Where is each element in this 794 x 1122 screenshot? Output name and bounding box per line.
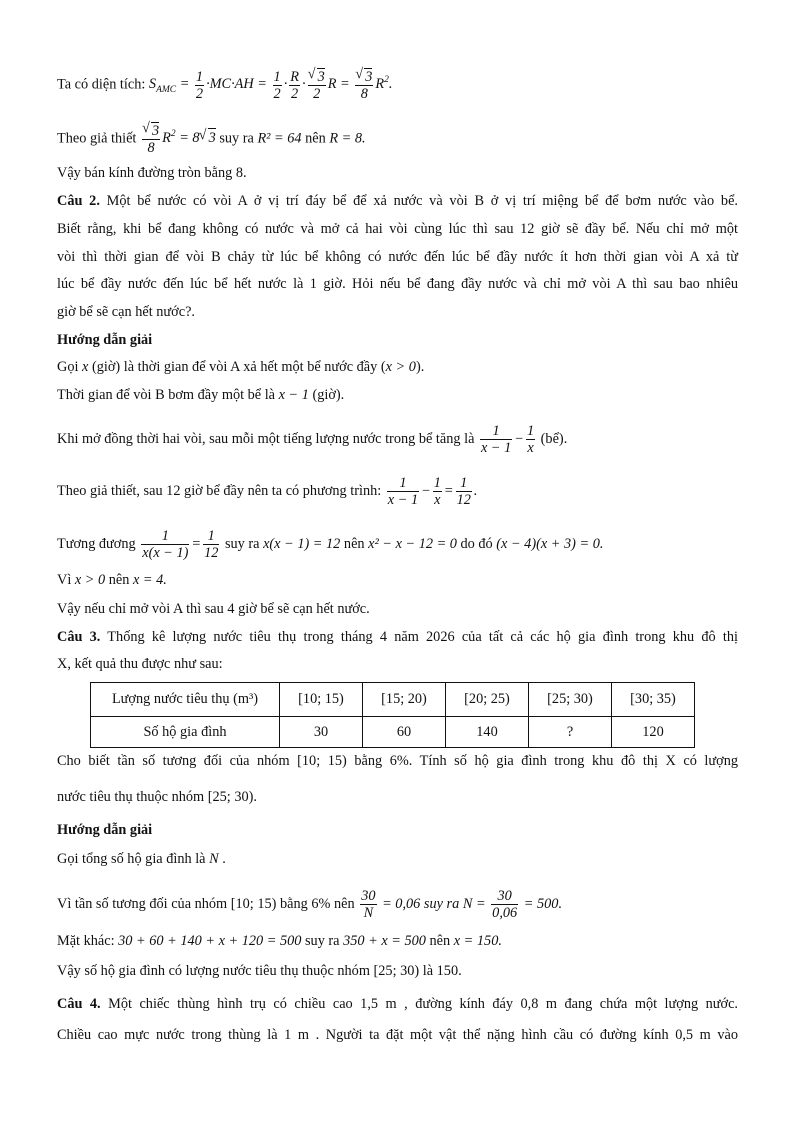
text: suy ra	[219, 130, 258, 147]
equation: $\frac{1}{x - 1}$ − $\frac{1}{x}$ = $\frac{1}{12}$ .	[387, 475, 478, 508]
table-cell: [20; 25)	[446, 683, 529, 717]
table-cell: [15; 20)	[363, 683, 446, 717]
hypothesis-line	[57, 122, 366, 156]
text: suy ra	[301, 933, 344, 949]
text: suy ra	[224, 535, 264, 552]
q3-line-1	[57, 628, 738, 646]
heading: Hướng dẫn giải	[57, 332, 153, 348]
q2-line-1	[57, 192, 738, 210]
q3-solution-line-2	[57, 888, 562, 921]
q3-after-line-1	[57, 752, 738, 770]
math: x = 4.	[132, 572, 167, 588]
solution-line-4	[57, 475, 477, 508]
table-row	[91, 683, 695, 717]
text: Gọi tổng số hộ gia đình là	[57, 851, 210, 867]
text: bằng 6%. Tính số hộ gia đình trong khu đô thị X có lượng	[346, 753, 739, 769]
table-cell: [10; 15)	[280, 683, 363, 717]
math: N =	[462, 895, 490, 912]
text: Vì	[57, 572, 75, 588]
question-label: Câu 4.	[57, 996, 101, 1012]
rate-expression: $\frac{1}{x - 1}$ − $\frac{1}{x}$	[480, 423, 535, 456]
text: nên	[105, 572, 133, 588]
q3-solution-conclusion	[57, 962, 462, 980]
text: Một chiếc thùng hình trụ có chiều cao 1,5 m , đường kính đáy 0,8 m đang chứa một lượng nước.	[100, 996, 738, 1012]
table-cell: ?	[529, 717, 612, 748]
table-cell: [25; 30)	[529, 683, 612, 717]
area-formula: $S_{AMC}$ = $\frac{1}{2}$ ·MC·AH = $\frac{1}{2}$ · $\frac{R}{2}$ · √ $\frac{3}{2}$ R = √ $\frac{3}{8}$ $R^2$.	[149, 76, 393, 92]
math: x − 1	[278, 387, 309, 403]
math: R = 8.	[329, 130, 366, 147]
text: nên	[340, 535, 369, 552]
q3-solution-line-3	[57, 932, 502, 950]
math: 350 + x = 500	[343, 933, 426, 949]
solution-conclusion: Vậy nếu chỉ mở vòi A thì sau 4 giờ bể sẽ cạn hết nước.	[57, 601, 370, 617]
water-usage-table	[90, 682, 695, 748]
q4-line-1	[57, 995, 738, 1013]
math: N	[209, 851, 219, 867]
text: Thời gian để vòi B bơm đầy một bể là	[57, 387, 279, 403]
q3-after-line-2	[57, 788, 257, 806]
guide-heading	[57, 821, 152, 839]
math: [10; 15)	[297, 753, 347, 769]
math: (x − 4)(x + 3) = 0.	[496, 535, 604, 552]
solution-line-3	[57, 423, 567, 456]
text: bằng 6% nên	[276, 895, 359, 912]
text: Cho biết tần số tương đối của nhóm	[57, 753, 298, 769]
relative-frequency-fraction: $\frac{30}{N}$	[361, 888, 376, 921]
solution-line-6	[57, 571, 167, 589]
text: nước tiêu thụ thuộc nhóm	[57, 789, 208, 805]
math: [25; 30)	[207, 789, 254, 805]
q2-line-3: vòi thì thời gian để vòi B chảy từ lúc bể không có nước đến lúc bể đầy nước ít hơn thời gian vòi A xả từ	[57, 249, 738, 265]
math: R² = 64	[257, 130, 302, 147]
text: nên	[305, 130, 330, 147]
table-row-label: Số hộ gia đình	[91, 717, 280, 748]
question-label: Câu 3.	[57, 629, 101, 645]
text: Khi mở đồng thời hai vòi, sau mỗi một tiếng lượng nước trong bể tăng là	[57, 430, 478, 447]
text: Mặt khác:	[57, 933, 119, 949]
radius-conclusion: Vậy bán kính đường tròn bằng 8.	[57, 165, 247, 181]
heading: Hướng dẫn giải	[57, 822, 153, 838]
table-cell: [30; 35)	[612, 683, 695, 717]
text: Vì tần số tương đối của nhóm	[57, 895, 231, 912]
q2-line-4: lúc bể đầy nước đến lúc bể hết nước là 1 giờ. Hỏi nếu bể đang đầy nước và chỉ mở vòi A thì sau bao nhiêu	[57, 276, 738, 292]
text: (giờ).	[308, 387, 345, 403]
table-cell: 120	[612, 717, 695, 748]
text: .	[218, 851, 226, 867]
math: = 0,06 suy ra	[378, 895, 463, 912]
text: ).	[415, 359, 425, 375]
text: (bể).	[540, 430, 568, 447]
math: x > 0	[74, 572, 106, 588]
q3-line-2: X, kết quả thu được như sau:	[57, 656, 223, 672]
solution-line-2	[57, 386, 344, 404]
math: = 500.	[520, 895, 563, 912]
solution-line-1	[57, 358, 424, 376]
text: Theo giả thiết, sau 12 giờ bể đầy nên ta có phương trình:	[57, 482, 385, 499]
guide-heading	[57, 331, 152, 349]
total-fraction: $\frac{30}{0,06}$	[492, 888, 518, 921]
table-cell: 140	[446, 717, 529, 748]
text: Vậy số hộ gia đình có lượng nước tiêu thụ thuộc nhóm	[57, 963, 374, 979]
math: x² − x − 12 = 0	[368, 535, 457, 552]
text: Thống kê lượng nước tiêu thụ trong tháng 4 năm 2026 của tất cả các hộ gia đình trong khu đô thị	[100, 629, 738, 645]
text: Gọi	[57, 359, 83, 375]
table-row	[91, 717, 695, 748]
q4-line-2: Chiều cao mực nước trong thùng là 1 m . Người ta đặt một vật thể nặng hình cầu có đường kính 0,5 m vào	[57, 1027, 738, 1043]
hypothesis-formula: √ $\frac{3}{8}$ $R^2 = 8√$ 3	[140, 130, 219, 146]
math: 30 + 60 + 140 + x + 120 = 500	[118, 933, 302, 949]
table-header-label: Lượng nước tiêu thụ (m³)	[91, 683, 280, 717]
text: Tương đương	[57, 535, 140, 552]
equivalent-equation: $\frac{1}{x(x - 1)}$ = $\frac{1}{12}$	[142, 528, 219, 561]
text: là 150.	[419, 963, 462, 979]
area-formula-line	[57, 68, 392, 102]
question-label: Câu 2.	[57, 193, 100, 209]
text: Một bể nước có vòi A ở vị trí đáy bể để xả nước và vòi B ở vị trí miệng bể để bơm nước vào bể.	[99, 193, 738, 209]
math: [25; 30)	[373, 963, 420, 979]
q2-line-2: Biết rằng, khi bể đang không có nước và mở cả hai vòi cùng lúc thì sau 12 giờ sẽ đầy bể. Nếu chỉ mở một	[57, 221, 738, 237]
text: Theo giả thiết	[57, 130, 140, 147]
table-cell: 60	[363, 717, 446, 748]
math: x	[82, 359, 89, 375]
text: nên	[425, 933, 454, 949]
text: do đó	[456, 535, 497, 552]
math: [10; 15)	[230, 895, 277, 912]
text: (giờ) là thời gian để vòi A xả hết một bể nước đầy (	[88, 359, 386, 375]
q3-solution-line-1	[57, 850, 226, 868]
math: x(x − 1) = 12	[263, 535, 341, 552]
math: x = 150.	[453, 933, 502, 949]
text: Ta có diện tích:	[57, 76, 149, 93]
math: x > 0	[385, 359, 416, 375]
text: .	[253, 789, 257, 805]
solution-line-5	[57, 528, 603, 561]
table-cell: 30	[280, 717, 363, 748]
q2-line-5: giờ bể sẽ cạn hết nước?.	[57, 304, 195, 320]
